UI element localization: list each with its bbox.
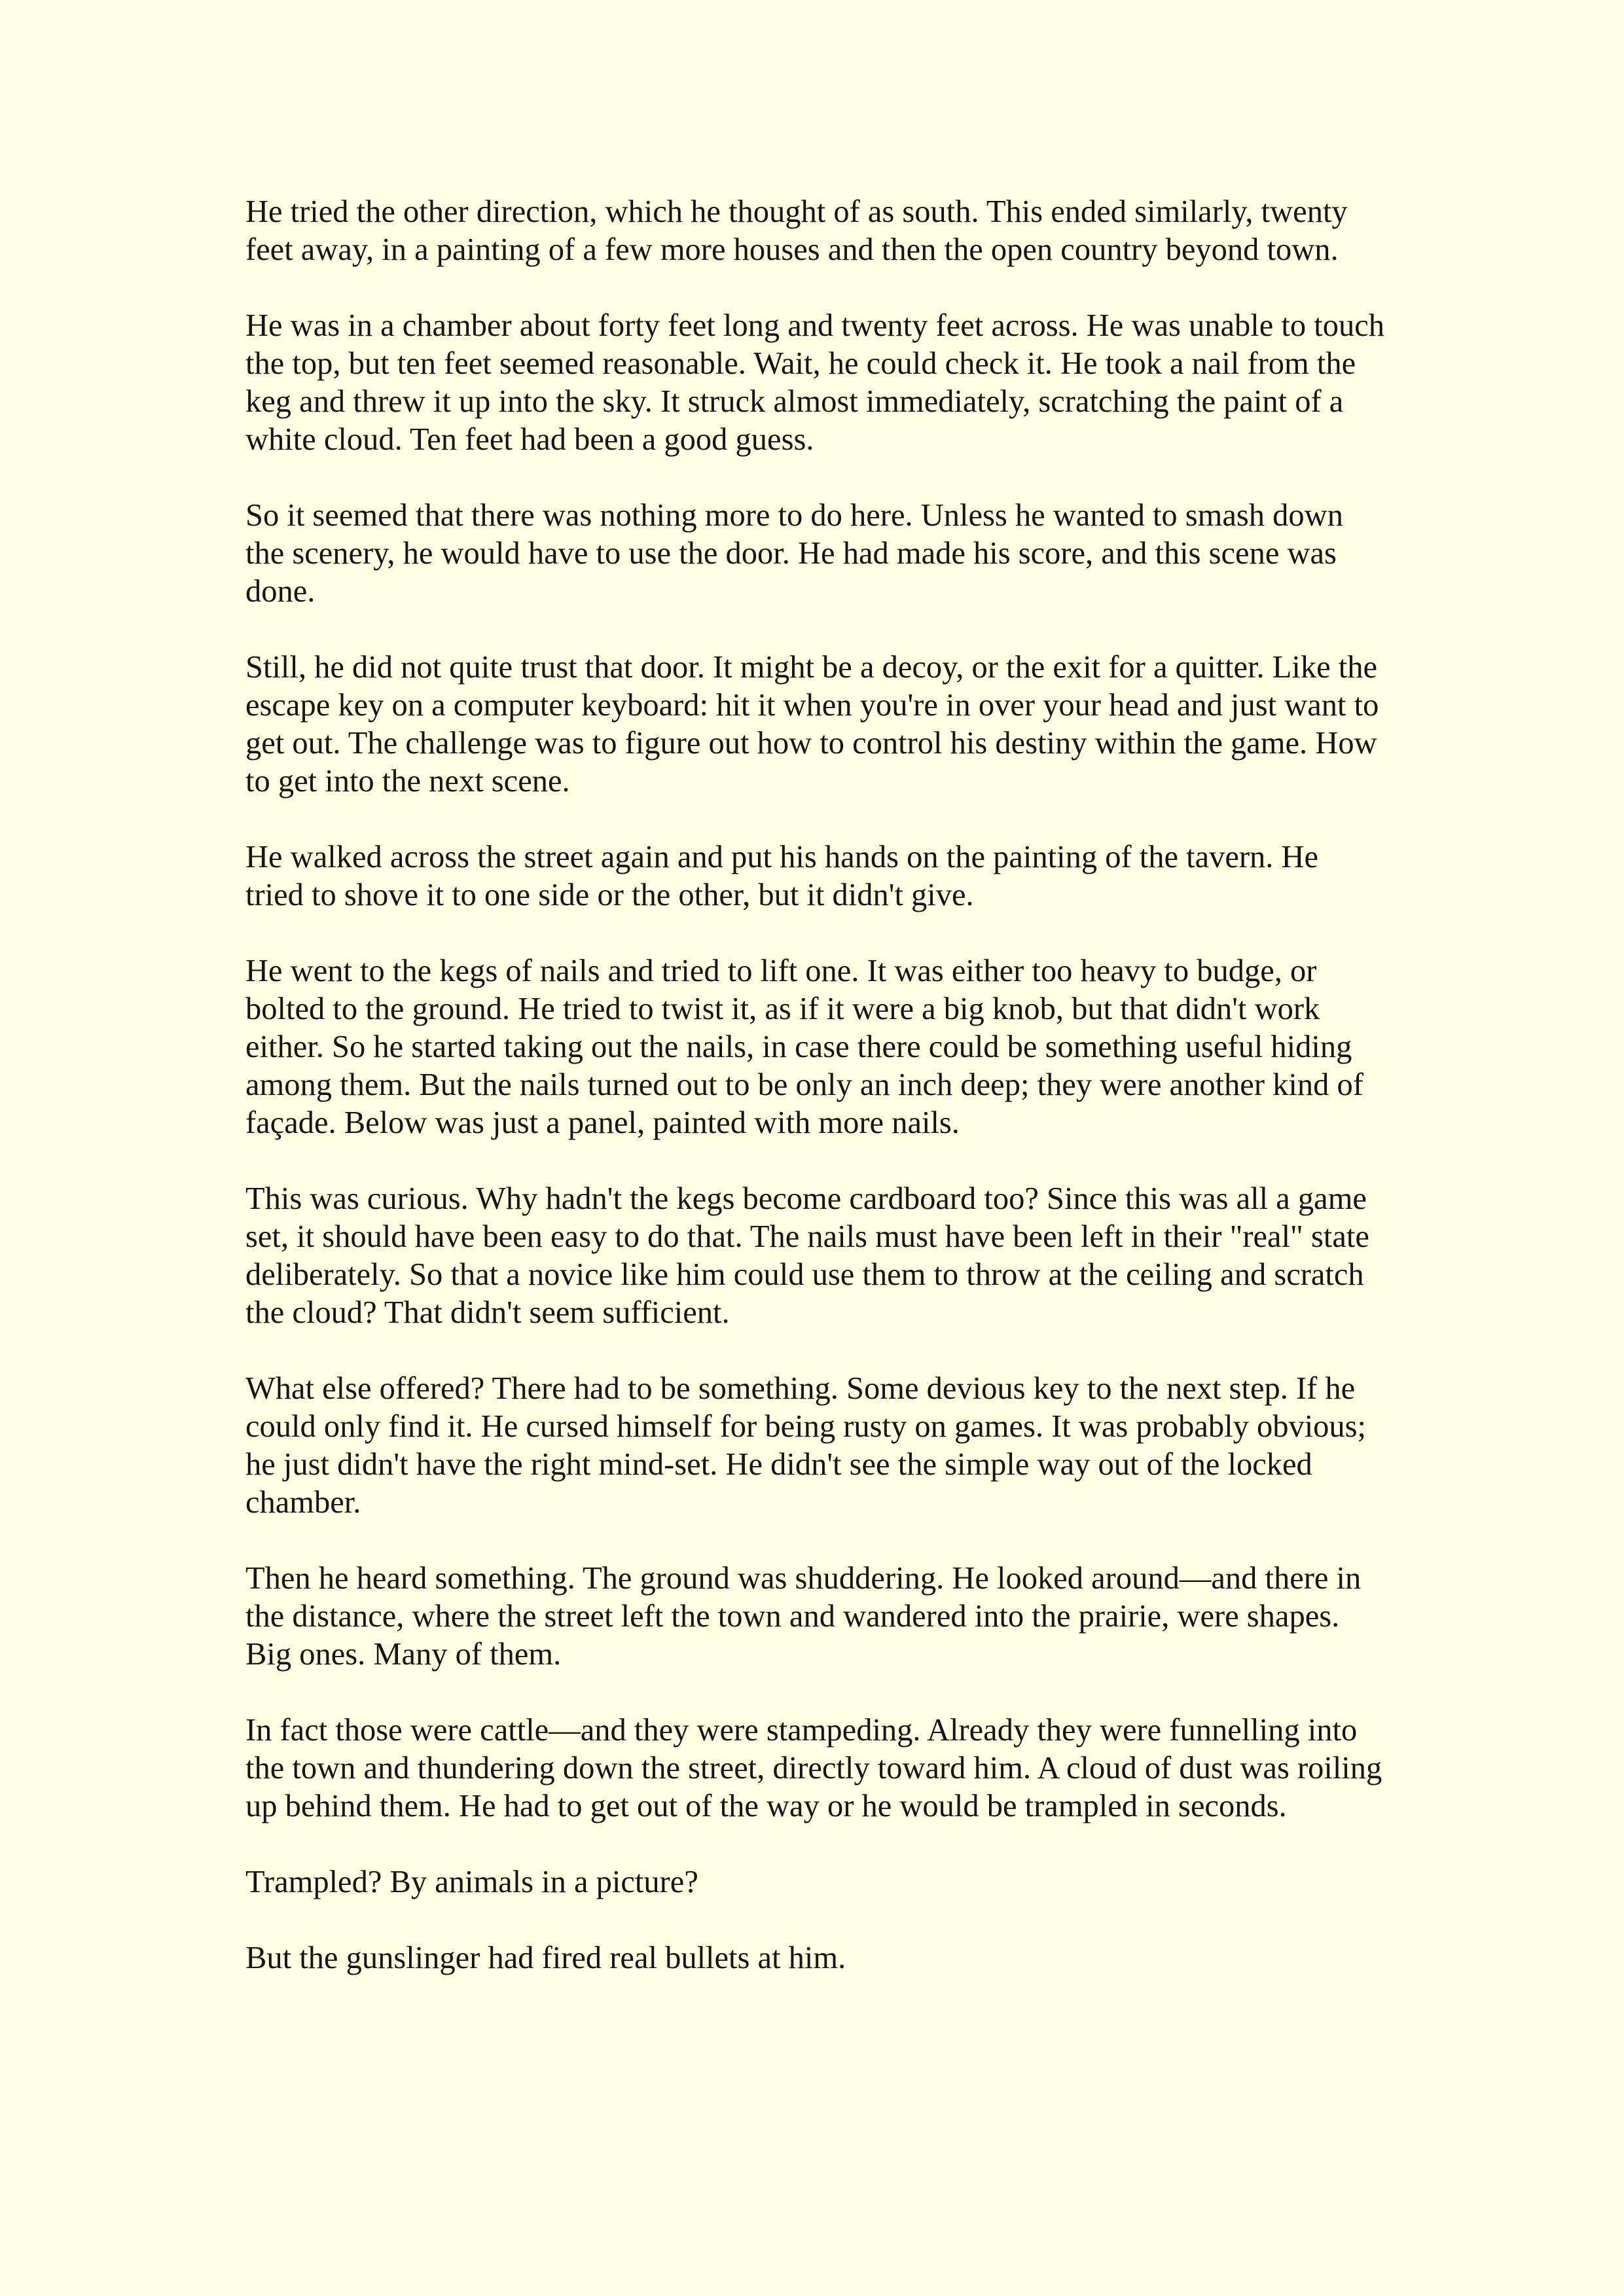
paragraph: He went to the kegs of nails and tried to lift one. It was either too heavy to budge, or bolted to the ground. He tried to twist it, as if it were a big knob, but that didn't work either. So he started taking out the nails, in case there could be something useful hiding among them. But the nails turned out to be only an inch deep; they were another kind of façade. Below was just a panel, painted with more nails. (245, 954, 1363, 1140)
paragraph: He walked across the street again and put his hands on the painting of the tavern. He tried to shove it to one side or the other, but it didn't give. (245, 840, 1319, 912)
paragraph: What else offered? There had to be something. Some devious key to the next step. If he could only find it. He cursed himself for being rusty on games. It was probably obvious; he just didn't have the right mind-set. He didn't see the simple way out of the locked chamber. (245, 1371, 1367, 1520)
paragraph: But the gunslinger had fired real bullets at him. (245, 1941, 846, 1975)
document-body (245, 193, 1384, 1977)
paragraph: Then he heard something. The ground was shuddering. He looked around—and there in the distance, where the street left the town and wandered into the prairie, were shapes. Big ones. Many of them. (245, 1561, 1362, 1672)
paragraph: In fact those were cattle—and they were stampeding. Already they were funnelling into the town and thundering down the street, directly toward him. A cloud of dust was roiling up behind them. He had to get out of the way or he would be trampled in seconds. (245, 1713, 1382, 1823)
paragraph: Trampled? By animals in a picture? (245, 1865, 698, 1899)
paragraph: He was in a chamber about forty feet long and twenty feet across. He was unable to touch the top, but ten feet seemed reasonable. Wait, he could check it. He took a nail from the keg and threw it up into the sky. It struck almost immediately, scratching the paint of a white cloud. Ten feet had been a good guess. (245, 308, 1385, 457)
paragraph: This was curious. Why hadn't the kegs become cardboard too? Since this was all a game set, it should have been easy to do that. The nails must have been left in their "real" state deliberately. So that a novice like him could use them to throw at the ceiling and scratch the cloud? That didn't seem sufficient. (245, 1181, 1369, 1330)
paragraph: Still, he did not quite trust that door. It might be a decoy, or the exit for a quitter. Like the escape key on a computer keyboard: hit it when you're in over your head and just want to get out. The challenge was to figure out how to control his destiny within the game. How to get into the next scene. (245, 650, 1379, 798)
paragraph: So it seemed that there was nothing more to do here. Unless he wanted to smash down the scenery, he would have to use the door. He had made his score, and this scene was done. (245, 498, 1343, 609)
paragraph: He tried the other direction, which he thought of as south. This ended similarly, twenty feet away, in a painting of a few more houses and then the open country beyond town. (245, 194, 1348, 267)
